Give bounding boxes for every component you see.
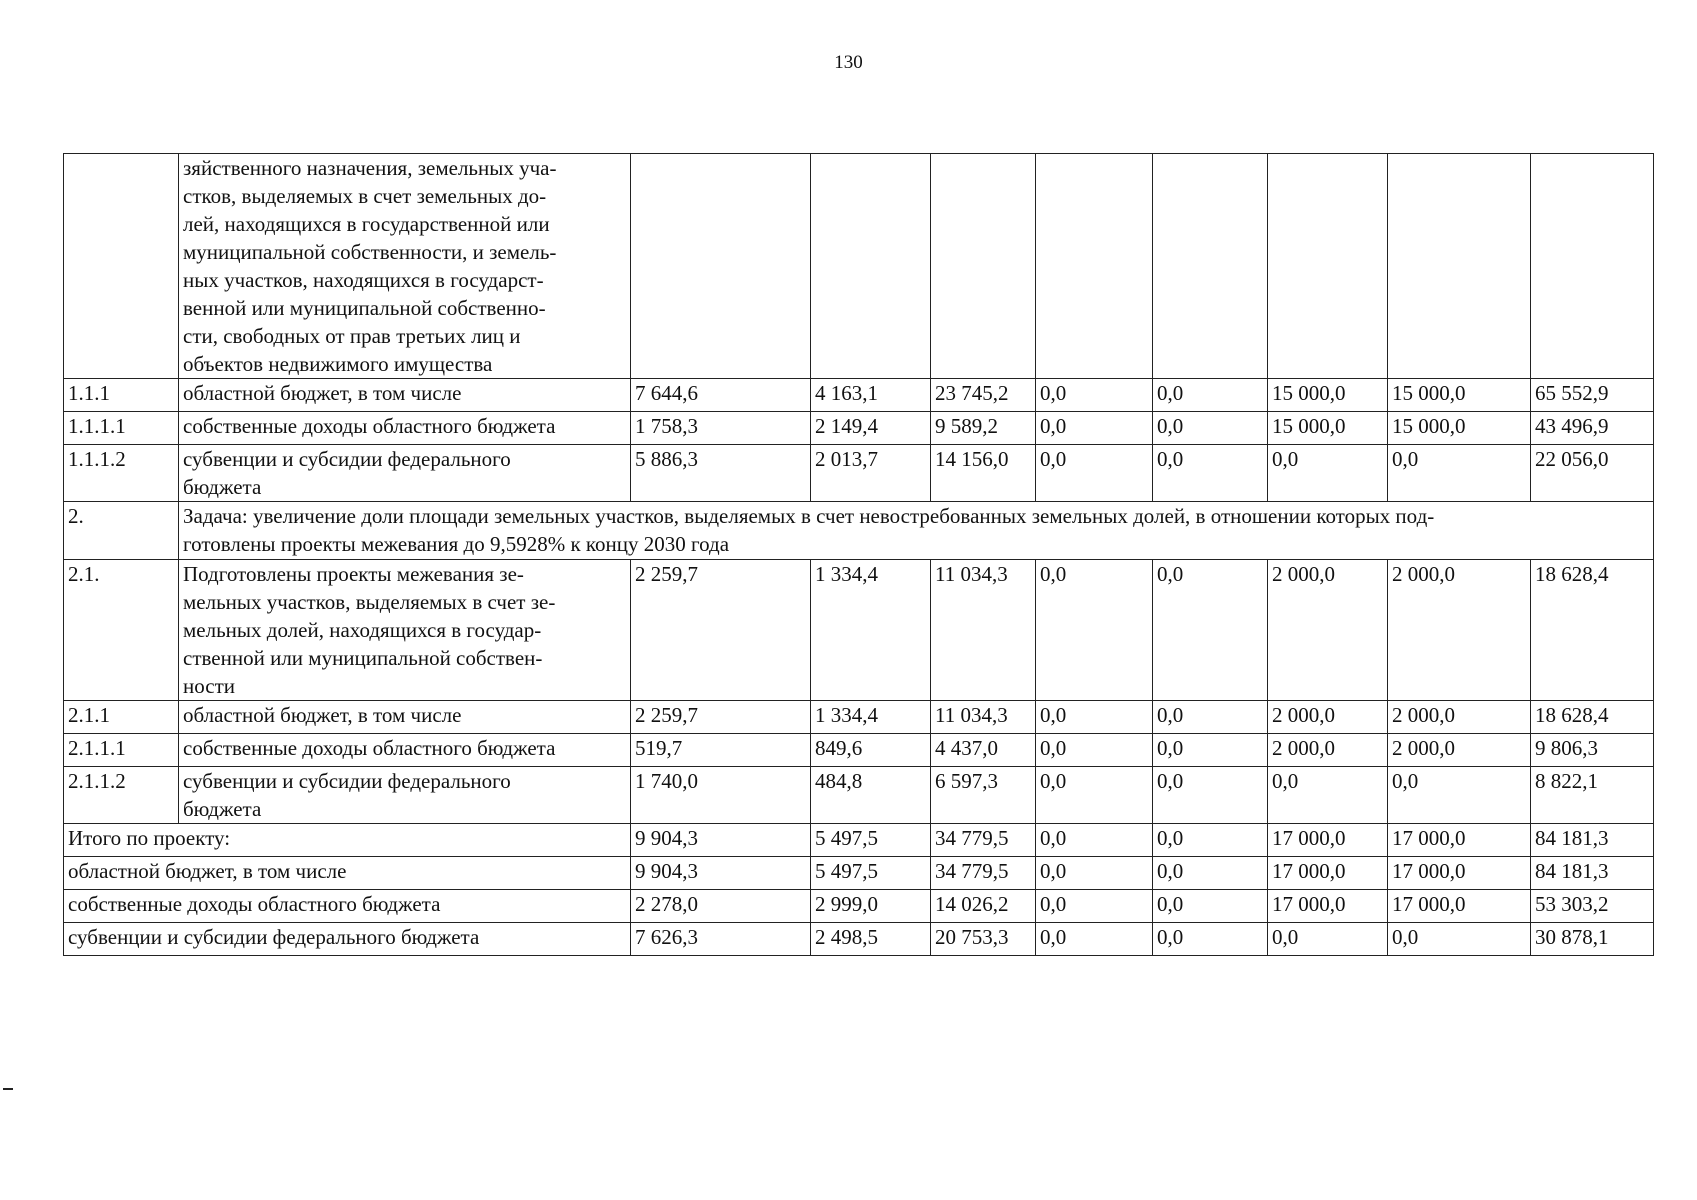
- row-label: [179, 560, 631, 701]
- row-label-line: мельных участков, выделяемых в счет зе-: [183, 590, 556, 614]
- total-label: [64, 824, 631, 857]
- value-cell: 5 497,5: [811, 857, 931, 890]
- value-cell: 0,0: [1153, 857, 1268, 890]
- row-label-line: венной или муниципальной собственно-: [183, 296, 546, 320]
- total-label: [64, 923, 631, 956]
- margin-mark: [3, 1088, 13, 1090]
- value-cell: 15 000,0: [1388, 379, 1531, 412]
- total-label-line: субвенции и субсидии федерального бюджета: [68, 925, 480, 949]
- value-cell: 30 878,1: [1531, 923, 1654, 956]
- table-row: [64, 412, 1654, 445]
- value-cell: 0,0: [1036, 890, 1153, 923]
- value-cell: 0,0: [1153, 560, 1268, 701]
- value-cell: 6 597,3: [931, 767, 1036, 824]
- value-cell: 34 779,5: [931, 824, 1036, 857]
- value-cell: 0,0: [1036, 824, 1153, 857]
- value-cell: 17 000,0: [1388, 857, 1531, 890]
- value-cell: 2 000,0: [1268, 701, 1388, 734]
- value-cell: 0,0: [1388, 767, 1531, 824]
- task-description-line: готовлены проекты межевания до 9,5928% к концу 2030 года: [183, 532, 730, 556]
- value-cell: 2 149,4: [811, 412, 931, 445]
- value-cell: 0,0: [1036, 767, 1153, 824]
- row-number: 2.1.1: [64, 701, 179, 734]
- value-cell: 484,8: [811, 767, 931, 824]
- total-label: [64, 857, 631, 890]
- value-cell: 1 334,4: [811, 701, 931, 734]
- row-number: 2.1.1.2: [64, 767, 179, 824]
- value-cell: 0,0: [1036, 857, 1153, 890]
- value-cell: 2 259,7: [631, 560, 811, 701]
- row-label: [179, 154, 631, 379]
- row-number: 1.1.1: [64, 379, 179, 412]
- row-label: [179, 767, 631, 824]
- value-cell: 0,0: [1153, 445, 1268, 502]
- row-label-line: Подготовлены проекты межевания зе-: [183, 562, 524, 586]
- value-cell: 0,0: [1036, 379, 1153, 412]
- total-label-line: собственные доходы областного бюджета: [68, 892, 441, 916]
- table-row: [64, 379, 1654, 412]
- row-label: [179, 412, 631, 445]
- value-cell: 8 822,1: [1531, 767, 1654, 824]
- value-cell: 5 497,5: [811, 824, 931, 857]
- budget-table: [63, 153, 1654, 956]
- value-cell: 2 000,0: [1268, 560, 1388, 701]
- value-cell: 2 278,0: [631, 890, 811, 923]
- table-row: [64, 445, 1654, 502]
- value-cell: 1 758,3: [631, 412, 811, 445]
- value-cell: [931, 154, 1036, 379]
- row-number: [64, 154, 179, 379]
- task-row: [64, 502, 1654, 560]
- value-cell: 14 156,0: [931, 445, 1036, 502]
- value-cell: 0,0: [1153, 701, 1268, 734]
- table-row: [64, 560, 1654, 701]
- value-cell: 0,0: [1153, 824, 1268, 857]
- value-cell: 15 000,0: [1268, 379, 1388, 412]
- row-label-line: лей, находящихся в государственной или: [183, 212, 550, 236]
- total-label-line: областной бюджет, в том числе: [68, 859, 347, 883]
- value-cell: 17 000,0: [1268, 857, 1388, 890]
- value-cell: 4 437,0: [931, 734, 1036, 767]
- value-cell: [1036, 154, 1153, 379]
- value-cell: [1268, 154, 1388, 379]
- value-cell: 65 552,9: [1531, 379, 1654, 412]
- value-cell: 84 181,3: [1531, 824, 1654, 857]
- value-cell: 9 806,3: [1531, 734, 1654, 767]
- value-cell: 22 056,0: [1531, 445, 1654, 502]
- value-cell: 23 745,2: [931, 379, 1036, 412]
- row-number: 1.1.1.1: [64, 412, 179, 445]
- total-row: [64, 857, 1654, 890]
- value-cell: 0,0: [1268, 923, 1388, 956]
- table-row: [64, 154, 1654, 379]
- value-cell: 18 628,4: [1531, 701, 1654, 734]
- row-label-line: ности: [183, 674, 235, 698]
- value-cell: 9 904,3: [631, 824, 811, 857]
- row-label: [179, 734, 631, 767]
- value-cell: 0,0: [1153, 734, 1268, 767]
- value-cell: 9 904,3: [631, 857, 811, 890]
- row-label-line: областной бюджет, в том числе: [183, 703, 462, 727]
- value-cell: 2 000,0: [1388, 560, 1531, 701]
- value-cell: 2 000,0: [1388, 701, 1531, 734]
- value-cell: 18 628,4: [1531, 560, 1654, 701]
- row-label: [179, 379, 631, 412]
- row-number: 2.1.: [64, 560, 179, 701]
- value-cell: 53 303,2: [1531, 890, 1654, 923]
- value-cell: 11 034,3: [931, 560, 1036, 701]
- row-label-line: ных участков, находящихся в государст-: [183, 268, 544, 292]
- table-row: [64, 701, 1654, 734]
- row-label: [179, 445, 631, 502]
- row-label-line: стков, выделяемых в счет земельных до-: [183, 184, 547, 208]
- value-cell: 17 000,0: [1268, 890, 1388, 923]
- value-cell: 519,7: [631, 734, 811, 767]
- row-label-line: собственные доходы областного бюджета: [183, 736, 556, 760]
- value-cell: 2 013,7: [811, 445, 931, 502]
- value-cell: 0,0: [1036, 560, 1153, 701]
- value-cell: 0,0: [1036, 412, 1153, 445]
- row-label-line: бюджета: [183, 797, 262, 821]
- value-cell: 14 026,2: [931, 890, 1036, 923]
- value-cell: [1153, 154, 1268, 379]
- value-cell: 17 000,0: [1388, 824, 1531, 857]
- value-cell: 0,0: [1153, 767, 1268, 824]
- value-cell: 2 259,7: [631, 701, 811, 734]
- value-cell: 7 626,3: [631, 923, 811, 956]
- value-cell: 20 753,3: [931, 923, 1036, 956]
- value-cell: 0,0: [1153, 890, 1268, 923]
- row-label-line: субвенции и субсидии федерального: [183, 447, 511, 471]
- row-label-line: объектов недвижимого имущества: [183, 352, 493, 376]
- row-label-line: собственные доходы областного бюджета: [183, 414, 556, 438]
- table-body: [64, 154, 1654, 956]
- row-number: 1.1.1.2: [64, 445, 179, 502]
- value-cell: 0,0: [1388, 923, 1531, 956]
- value-cell: 0,0: [1036, 701, 1153, 734]
- page-number: 130: [834, 52, 863, 73]
- value-cell: 2 999,0: [811, 890, 931, 923]
- table-row: [64, 734, 1654, 767]
- value-cell: 15 000,0: [1268, 412, 1388, 445]
- value-cell: [1388, 154, 1531, 379]
- value-cell: 2 000,0: [1388, 734, 1531, 767]
- value-cell: 34 779,5: [931, 857, 1036, 890]
- value-cell: [631, 154, 811, 379]
- value-cell: 0,0: [1153, 379, 1268, 412]
- value-cell: 1 740,0: [631, 767, 811, 824]
- value-cell: 1 334,4: [811, 560, 931, 701]
- task-description-line: Задача: увеличение доли площади земельных участков, выделяемых в счет невостребованных земельных долей, в отношении которых под-: [183, 504, 1435, 528]
- value-cell: 11 034,3: [931, 701, 1036, 734]
- value-cell: 0,0: [1268, 445, 1388, 502]
- row-label-line: мельных долей, находящихся в государ-: [183, 618, 542, 642]
- value-cell: 2 498,5: [811, 923, 931, 956]
- value-cell: 0,0: [1036, 923, 1153, 956]
- value-cell: 0,0: [1388, 445, 1531, 502]
- value-cell: 0,0: [1036, 445, 1153, 502]
- value-cell: 7 644,6: [631, 379, 811, 412]
- value-cell: 9 589,2: [931, 412, 1036, 445]
- value-cell: 849,6: [811, 734, 931, 767]
- value-cell: 15 000,0: [1388, 412, 1531, 445]
- row-label-line: бюджета: [183, 475, 262, 499]
- row-label-line: муниципальной собственности, и земель-: [183, 240, 557, 264]
- value-cell: 4 163,1: [811, 379, 931, 412]
- total-label-line: Итого по проекту:: [68, 826, 231, 850]
- total-row: [64, 824, 1654, 857]
- value-cell: [811, 154, 931, 379]
- value-cell: 0,0: [1268, 767, 1388, 824]
- task-description: [179, 502, 1654, 560]
- table-row: [64, 767, 1654, 824]
- row-label: [179, 701, 631, 734]
- value-cell: 43 496,9: [1531, 412, 1654, 445]
- value-cell: 2 000,0: [1268, 734, 1388, 767]
- row-number: 2.: [64, 502, 179, 560]
- value-cell: 0,0: [1153, 412, 1268, 445]
- row-label-line: субвенции и субсидии федерального: [183, 769, 511, 793]
- row-label-line: областной бюджет, в том числе: [183, 381, 462, 405]
- value-cell: 0,0: [1153, 923, 1268, 956]
- value-cell: 5 886,3: [631, 445, 811, 502]
- row-label-line: сти, свободных от прав третьих лиц и: [183, 324, 521, 348]
- value-cell: 0,0: [1036, 734, 1153, 767]
- row-label-line: зяйственного назначения, земельных уча-: [183, 156, 557, 180]
- row-number: 2.1.1.1: [64, 734, 179, 767]
- value-cell: 17 000,0: [1268, 824, 1388, 857]
- value-cell: [1531, 154, 1654, 379]
- total-row: [64, 890, 1654, 923]
- total-label: [64, 890, 631, 923]
- total-row: [64, 923, 1654, 956]
- value-cell: 17 000,0: [1388, 890, 1531, 923]
- value-cell: 84 181,3: [1531, 857, 1654, 890]
- row-label-line: ственной или муниципальной собствен-: [183, 646, 543, 670]
